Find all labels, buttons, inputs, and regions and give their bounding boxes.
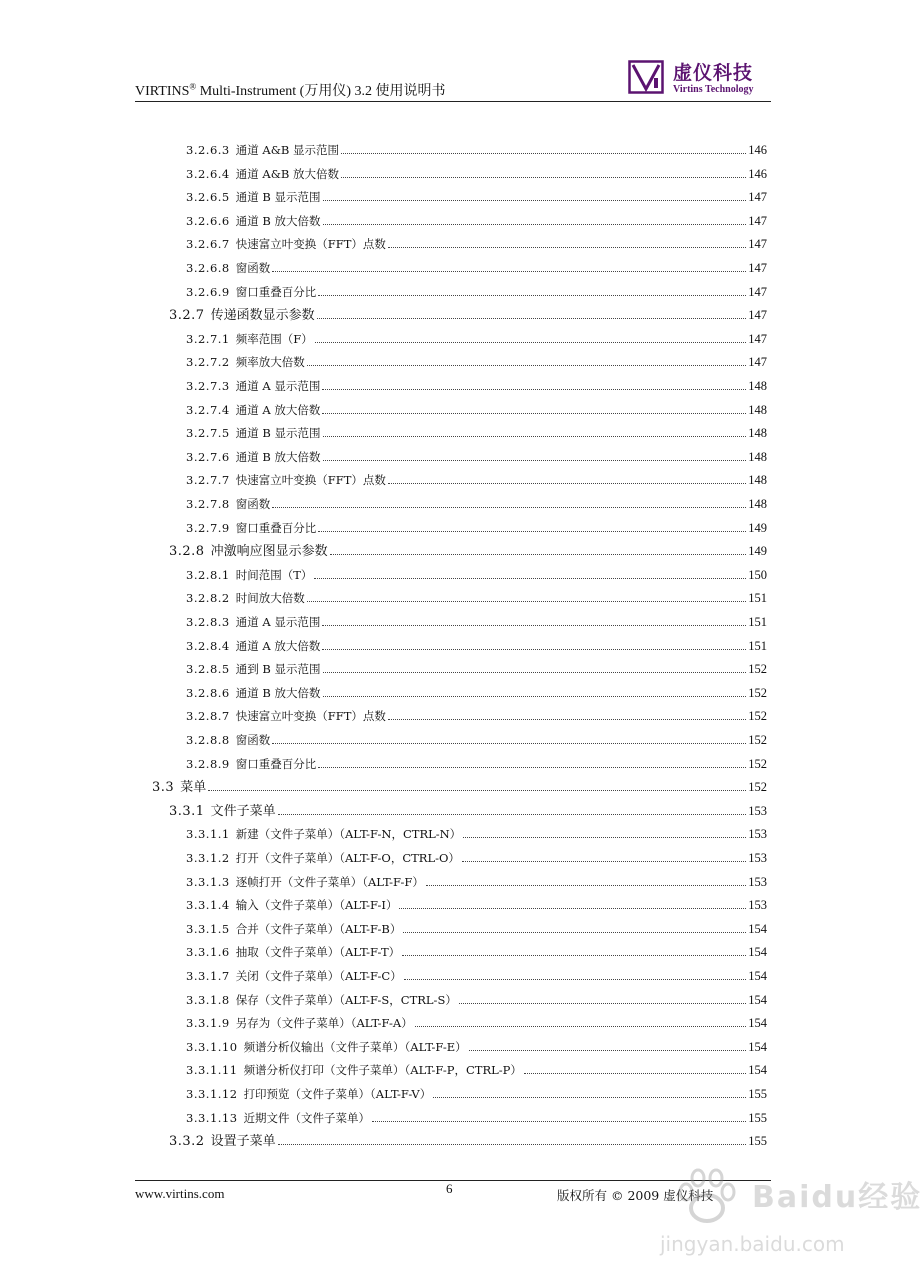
toc-entry-page: 146 <box>748 143 767 157</box>
toc-entry-number: 3.2.7.1 <box>186 331 230 346</box>
logo-chinese-name: 虚仪科技 <box>673 62 754 84</box>
toc-entry[interactable] <box>186 140 767 160</box>
toc-entry-page: 154 <box>748 945 767 960</box>
toc-leader-dots <box>388 719 746 720</box>
toc-entry[interactable] <box>186 588 767 608</box>
toc-entry-title: 频率范围（F） <box>235 331 313 346</box>
toc-entry-page: 154 <box>748 992 767 1007</box>
toc-entry[interactable] <box>186 895 767 915</box>
toc-entry-number: 3.2.7.5 <box>186 426 230 441</box>
toc-leader-dots <box>278 814 747 815</box>
toc-entry-title: 快速富立叶变换（FFT）点数 <box>235 237 386 252</box>
toc-entry[interactable] <box>186 730 767 750</box>
toc-entry[interactable] <box>186 1037 767 1057</box>
toc-entry[interactable] <box>186 636 767 656</box>
toc-entry-page: 148 <box>748 449 767 464</box>
toc-entry[interactable] <box>169 541 767 561</box>
toc-leader-dots <box>307 601 747 602</box>
toc-entry-number: 3.2.7 <box>169 308 205 324</box>
toc-entry-title: 保存（文件子菜单）（ALT-F-S，CTRL-S） <box>235 992 457 1007</box>
toc-leader-dots <box>341 153 746 154</box>
toc-entry-title: 通道 B 放大倍数 <box>235 213 321 228</box>
toc-entry-number: 3.2.7.4 <box>186 402 230 417</box>
toc-leader-dots <box>208 790 746 791</box>
toc-entry-number: 3.2.6.5 <box>186 190 230 205</box>
toc-entry-page: 154 <box>748 921 767 936</box>
toc-entry-page: 152 <box>748 756 767 771</box>
toc-entry-title: 窗函数 <box>235 733 271 747</box>
toc-leader-dots <box>323 224 747 225</box>
toc-entry-number: 3.2.8.1 <box>186 567 230 582</box>
watermark-brand: Baidu经验 <box>752 1180 922 1215</box>
toc-entry-number: 3.2.7.3 <box>186 379 230 393</box>
toc-entry[interactable] <box>186 518 767 538</box>
toc-entry-number: 3.2.6.6 <box>186 213 230 228</box>
toc-leader-dots <box>323 460 747 461</box>
toc-entry[interactable] <box>186 234 767 254</box>
watermark-url: jingyan.baidu.com <box>660 1232 845 1256</box>
toc-leader-dots <box>403 932 746 933</box>
baidu-watermark <box>652 1160 922 1270</box>
toc-entry-title: 传递函数显示参数 <box>210 308 315 324</box>
toc-entry-number: 3.2.7.8 <box>186 497 230 511</box>
toc-leader-dots <box>459 1003 746 1004</box>
toc-entry[interactable] <box>186 187 767 207</box>
toc-leader-dots <box>322 413 746 414</box>
toc-entry[interactable] <box>186 1013 767 1033</box>
toc-entry-page: 150 <box>748 567 767 582</box>
toc-leader-dots <box>307 365 747 366</box>
toc-entry-page: 152 <box>748 780 767 795</box>
toc-entry-page: 147 <box>748 308 767 323</box>
toc-entry-page: 151 <box>748 591 767 606</box>
toc-entry-page: 147 <box>748 213 767 228</box>
toc-entry-title: 打开（文件子菜单）（ALT-F-O，CTRL-O） <box>235 851 460 865</box>
toc-entry[interactable] <box>186 352 767 372</box>
toc-entry-title: 通道 A&B 显示范围 <box>235 143 340 157</box>
toc-entry-number: 3.2.8.6 <box>186 685 230 700</box>
toc-entry-number: 3.2.8.7 <box>186 709 230 724</box>
toc-entry-title: 窗口重叠百分比 <box>235 520 317 535</box>
toc-entry-number: 3.3.1.8 <box>186 992 230 1007</box>
toc-entry-title: 窗口重叠百分比 <box>235 284 317 299</box>
toc-entry-title: 新建（文件子菜单）（ALT-F-N，CTRL-N） <box>235 827 462 842</box>
toc-entry-number: 3.2.7.9 <box>186 520 230 535</box>
toc-entry-number: 3.2.6.4 <box>186 166 230 181</box>
toc-entry-page: 147 <box>748 237 767 252</box>
toc-entry-page: 147 <box>748 355 767 370</box>
toc-entry[interactable] <box>152 777 767 797</box>
toc-entry-number: 3.2.6.8 <box>186 261 230 275</box>
toc-entry-number: 3.3 <box>152 780 175 796</box>
toc-entry[interactable] <box>186 966 767 986</box>
toc-entry-title: 逐帧打开（文件子菜单）（ALT-F-F） <box>235 874 424 889</box>
toc-entry-number: 3.3.1.9 <box>186 1016 230 1031</box>
toc-leader-dots <box>323 200 747 201</box>
toc-entry-number: 3.3.1.11 <box>186 1063 238 1078</box>
toc-entry-title: 近期文件（文件子菜单） <box>243 1110 371 1125</box>
toc-leader-dots <box>272 271 746 272</box>
toc-entry[interactable] <box>186 990 767 1010</box>
toc-entry-number: 3.2.7.6 <box>186 449 230 464</box>
toc-entry-page: 153 <box>748 803 767 818</box>
footer-copyright: 版权所有 © 2009 虚仪科技 <box>557 1188 714 1203</box>
toc-leader-dots <box>322 649 746 650</box>
toc-entry-title: 通到 B 显示范围 <box>235 662 321 677</box>
toc-entry-number: 3.2.8.4 <box>186 638 230 653</box>
toc-entry[interactable] <box>186 612 767 632</box>
toc-leader-dots <box>433 1097 746 1098</box>
toc-entry-number: 3.3.1.4 <box>186 898 230 913</box>
toc-entry-title: 频率放大倍数 <box>235 355 305 370</box>
toc-entry-page: 149 <box>748 520 767 535</box>
toc-leader-dots <box>318 767 746 768</box>
toc-entry-title: 文件子菜单 <box>210 803 276 819</box>
toc-leader-dots <box>318 295 746 296</box>
toc-entry-title: 通道 A 显示范围 <box>235 615 321 629</box>
toc-entry-title: 快速富立叶变换（FFT）点数 <box>235 473 386 488</box>
toc-leader-dots <box>318 531 746 532</box>
toc-leader-dots <box>323 672 747 673</box>
toc-entry-page: 149 <box>748 544 767 559</box>
toc-entry-page: 153 <box>748 874 767 889</box>
toc-entry-number: 3.2.8.3 <box>186 615 230 629</box>
toc-entry-page: 151 <box>748 615 767 629</box>
toc-leader-dots <box>372 1121 746 1122</box>
toc-entry-title: 通道 A 显示范围 <box>235 379 321 393</box>
toc-entry[interactable] <box>186 1108 767 1128</box>
toc-entry-title: 时间放大倍数 <box>235 591 305 606</box>
paw-icon <box>672 1166 742 1226</box>
toc-entry-title: 频谱分析仪输出（文件子菜单）（ALT-F-E） <box>243 1039 467 1054</box>
toc-leader-dots <box>314 578 746 579</box>
toc-entry[interactable] <box>186 872 767 892</box>
toc-entry-page: 152 <box>748 685 767 700</box>
toc-entry-title: 通道 B 放大倍数 <box>235 685 321 700</box>
toc-leader-dots <box>272 743 746 744</box>
toc-entry-page: 152 <box>748 709 767 724</box>
toc-leader-dots <box>322 625 746 626</box>
toc-entry-page: 153 <box>748 851 767 865</box>
toc-entry[interactable] <box>186 258 767 278</box>
toc-entry[interactable] <box>186 565 767 585</box>
toc-leader-dots <box>388 247 746 248</box>
toc-entry-page: 154 <box>748 1039 767 1054</box>
toc-leader-dots <box>462 861 746 862</box>
toc-entry-title: 快速富立叶变换（FFT）点数 <box>235 709 386 724</box>
toc-entry-page: 147 <box>748 284 767 299</box>
toc-entry[interactable] <box>186 754 767 774</box>
toc-entry-number: 3.3.1.1 <box>186 827 230 842</box>
toc-leader-dots <box>278 1144 747 1145</box>
toc-entry[interactable] <box>186 164 767 184</box>
toc-leader-dots <box>469 1050 747 1051</box>
toc-entry-number: 3.2.8 <box>169 544 205 560</box>
toc-entry-page: 148 <box>748 402 767 417</box>
toc-leader-dots <box>426 885 746 886</box>
toc-leader-dots <box>524 1073 746 1074</box>
toc-entry[interactable] <box>186 683 767 703</box>
brand-name: VIRTINS <box>135 84 190 99</box>
toc-entry-title: 通道 B 显示范围 <box>235 426 321 441</box>
virtins-logo <box>628 58 773 100</box>
toc-entry-page: 154 <box>748 1063 767 1078</box>
toc-entry-title: 通道 A 放大倍数 <box>235 638 321 653</box>
toc-entry-title: 另存为（文件子菜单）（ALT-F-A） <box>235 1016 413 1031</box>
toc-entry-page: 153 <box>748 898 767 913</box>
toc-entry-title: 窗函数 <box>235 261 271 275</box>
toc-entry[interactable] <box>186 494 767 514</box>
toc-entry-page: 146 <box>748 166 767 181</box>
toc-entry[interactable] <box>186 282 767 302</box>
toc-entry-page: 153 <box>748 827 767 842</box>
toc-entry-number: 3.3.1.10 <box>186 1039 238 1054</box>
toc-entry-page: 154 <box>748 1016 767 1031</box>
toc-entry-title: 冲激响应图显示参数 <box>210 544 328 560</box>
toc-entry-page: 152 <box>748 733 767 747</box>
toc-entry-page: 152 <box>748 662 767 677</box>
toc-entry[interactable] <box>186 400 767 420</box>
toc-entry[interactable] <box>169 801 767 821</box>
toc-entry[interactable] <box>186 824 767 844</box>
toc-entry-number: 3.2.6.7 <box>186 237 230 252</box>
toc-entry-number: 3.3.1.13 <box>186 1110 238 1125</box>
toc-entry-number: 3.2.8.9 <box>186 756 230 771</box>
toc-entry-number: 3.3.1.2 <box>186 851 230 865</box>
toc-leader-dots <box>317 318 747 319</box>
toc-entry[interactable] <box>186 919 767 939</box>
toc-entry[interactable] <box>186 423 767 443</box>
toc-entry[interactable] <box>186 211 767 231</box>
toc-entry[interactable] <box>186 1084 767 1104</box>
header-divider <box>135 101 771 102</box>
toc-leader-dots <box>388 483 746 484</box>
toc-entry[interactable] <box>186 329 767 349</box>
toc-entry-page: 154 <box>748 969 767 983</box>
toc-entry-number: 3.3.1.6 <box>186 945 230 960</box>
toc-leader-dots <box>399 908 746 909</box>
toc-entry[interactable] <box>169 1131 767 1151</box>
toc-leader-dots <box>272 507 746 508</box>
toc-entry[interactable] <box>186 848 767 868</box>
toc-entry-number: 3.3.1.3 <box>186 874 230 889</box>
toc-entry-page: 148 <box>748 379 767 393</box>
registered-mark: ® <box>189 81 197 92</box>
toc-entry-number: 3.3.1.12 <box>186 1087 238 1101</box>
toc-entry[interactable] <box>169 305 767 325</box>
toc-entry[interactable] <box>186 706 767 726</box>
toc-entry-number: 3.2.8.5 <box>186 662 230 677</box>
toc-entry-title: 频谱分析仪打印（文件子菜单）（ALT-F-P，CTRL-P） <box>243 1063 522 1078</box>
logo-english-name: Virtins Technology <box>673 84 754 95</box>
toc-leader-dots <box>323 436 747 437</box>
header-title-rest: Multi-Instrument (万用仪) 3.2 使用说明书 <box>196 84 446 99</box>
toc-entry-number: 3.3.1.7 <box>186 969 230 983</box>
toc-entry-page: 148 <box>748 497 767 511</box>
toc-leader-dots <box>404 979 747 980</box>
toc-entry-title: 窗口重叠百分比 <box>235 756 317 771</box>
toc-leader-dots <box>330 554 747 555</box>
toc-leader-dots <box>402 955 746 956</box>
toc-leader-dots <box>323 696 747 697</box>
toc-entry-title: 通道 B 放大倍数 <box>235 449 321 464</box>
toc-entry-number: 3.2.8.2 <box>186 591 230 606</box>
toc-entry-number: 3.2.7.7 <box>186 473 230 488</box>
toc-leader-dots <box>322 389 746 390</box>
toc-entry[interactable] <box>186 447 767 467</box>
toc-leader-dots <box>315 342 747 343</box>
toc-entry-page: 147 <box>748 190 767 205</box>
toc-entry[interactable] <box>186 376 767 396</box>
toc-leader-dots <box>415 1026 747 1027</box>
toc-entry-page: 147 <box>748 261 767 275</box>
toc-entry-title: 输入（文件子菜单）（ALT-F-I） <box>235 898 398 913</box>
toc-entry-title: 通道 B 显示范围 <box>235 190 321 205</box>
toc-entry-title: 通道 A&B 放大倍数 <box>235 166 340 181</box>
toc-entry[interactable] <box>186 470 767 490</box>
toc-entry-title: 合并（文件子菜单）（ALT-F-B） <box>235 921 402 936</box>
toc-leader-dots <box>463 837 746 838</box>
toc-entry-title: 抽取（文件子菜单）（ALT-F-T） <box>235 945 401 960</box>
footer-website-link[interactable]: www.virtins.com <box>135 1186 225 1201</box>
toc-leader-dots <box>341 177 746 178</box>
toc-entry-number: 3.2.6.9 <box>186 284 230 299</box>
toc-entry-number: 3.2.6.3 <box>186 143 230 157</box>
toc-entry-page: 147 <box>748 331 767 346</box>
toc-entry[interactable] <box>186 942 767 962</box>
toc-entry-title: 关闭（文件子菜单）（ALT-F-C） <box>235 969 402 983</box>
document-header-title <box>135 80 446 100</box>
toc-entry-page: 155 <box>748 1087 767 1101</box>
toc-entry-page: 155 <box>748 1134 767 1149</box>
toc-entry[interactable] <box>186 659 767 679</box>
toc-entry-title: 通道 A 放大倍数 <box>235 402 321 417</box>
virtins-logo-icon <box>628 60 664 94</box>
toc-entry-page: 148 <box>748 473 767 488</box>
toc-entry-number: 3.3.1.5 <box>186 921 230 936</box>
toc-entry-title: 菜单 <box>180 780 207 796</box>
toc-entry-page: 151 <box>748 638 767 653</box>
toc-entry-title: 设置子菜单 <box>210 1134 276 1150</box>
toc-entry-title: 打印预览（文件子菜单）（ALT-F-V） <box>243 1087 432 1101</box>
toc-entry-page: 155 <box>748 1110 767 1125</box>
toc-entry-page: 148 <box>748 426 767 441</box>
toc-entry-title: 窗函数 <box>235 497 271 511</box>
toc-entry-number: 3.3.1 <box>169 803 205 819</box>
page-number: 6 <box>446 1181 453 1196</box>
toc-entry-number: 3.3.2 <box>169 1134 205 1150</box>
toc-entry[interactable] <box>186 1060 767 1080</box>
toc-entry-title: 时间范围（T） <box>235 567 313 582</box>
toc-entry-number: 3.2.7.2 <box>186 355 230 370</box>
toc-entry-number: 3.2.8.8 <box>186 733 230 747</box>
